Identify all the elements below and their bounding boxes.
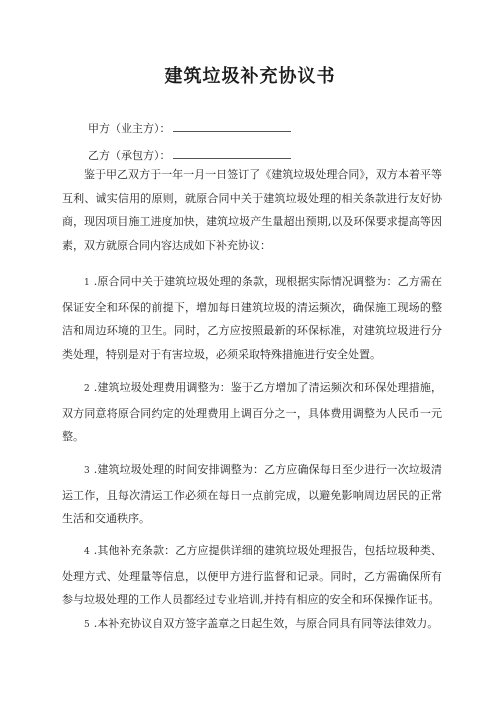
clause-number: 5 <box>84 620 90 630</box>
clause-text: .原合同中关于建筑垃圾处理的条款，现根据实际情况调整为：乙方需在保证安全和环保的前提下，增加每日建筑垃圾的清运频次，确保施工现场的整洁和周边环境的卫生。同时，乙方应按照最新的环保标准，对建筑垃圾进行分类处理，特别是对于有害垃圾，必须采取特殊措施进行安全处置。 <box>62 275 442 361</box>
party-b-row <box>88 148 291 164</box>
clause-number: 1 <box>84 278 90 288</box>
clause-number: 3 <box>84 466 90 476</box>
document-title: 建筑垃圾补充协议书 <box>164 66 336 87</box>
clause-4 <box>62 539 442 612</box>
clause-3 <box>62 458 442 531</box>
intro-paragraph <box>62 163 442 257</box>
clause-2 <box>62 376 442 449</box>
clause-1 <box>62 270 442 366</box>
clause-number: 4 <box>84 547 90 557</box>
party-b-blank-line <box>173 148 291 159</box>
party-a-blank-line <box>173 121 291 132</box>
clause-text: .建筑垃圾处理的时间安排调整为：乙方应确保每日至少进行一次垃圾清运工作，且每次清运工作必须在每日一点前完成，以避免影响周边居民的正常生活和交通秩序。 <box>62 463 442 525</box>
party-a-row <box>88 121 291 137</box>
clause-5 <box>62 612 442 638</box>
clause-text: .其他补充条款：乙方应提供详细的建筑垃圾处理报告，包括垃圾种类、处理方式、处理量等信息，以便甲方进行监督和记录。同时，乙方需确保所有参与垃圾处理的工作人员都经过专业培训,并持有相应的安全和环保操作证书。 <box>62 544 442 606</box>
party-b-label: 乙方（承包方）： <box>88 149 171 162</box>
clause-text: .本补充协议自双方签字盖章之日起生效，与原合同具有同等法律效力。 <box>93 617 439 630</box>
party-a-label: 甲方（业主方）： <box>88 122 171 135</box>
clause-text: .建筑垃圾处理费用调整为：鉴于乙方增加了清运频次和环保处理措施，双方同意将原合同约定的处理费用上调百分之一，具体费用调整为人民币一元整。 <box>62 381 442 443</box>
clause-number: 2 <box>84 384 90 394</box>
intro-text: 鉴于甲乙双方于一年一月一日签订了《建筑垃圾处理合同》，双方本着平等互利、诚实信用的原则，就原合同中关于建筑垃圾处理的相关条款进行友好协商，现因项目施工进度加快，建筑垃圾产生量超出预期,以及环保要求提高等因素，双方就原合同内容达成如下补充协议： <box>62 168 442 252</box>
